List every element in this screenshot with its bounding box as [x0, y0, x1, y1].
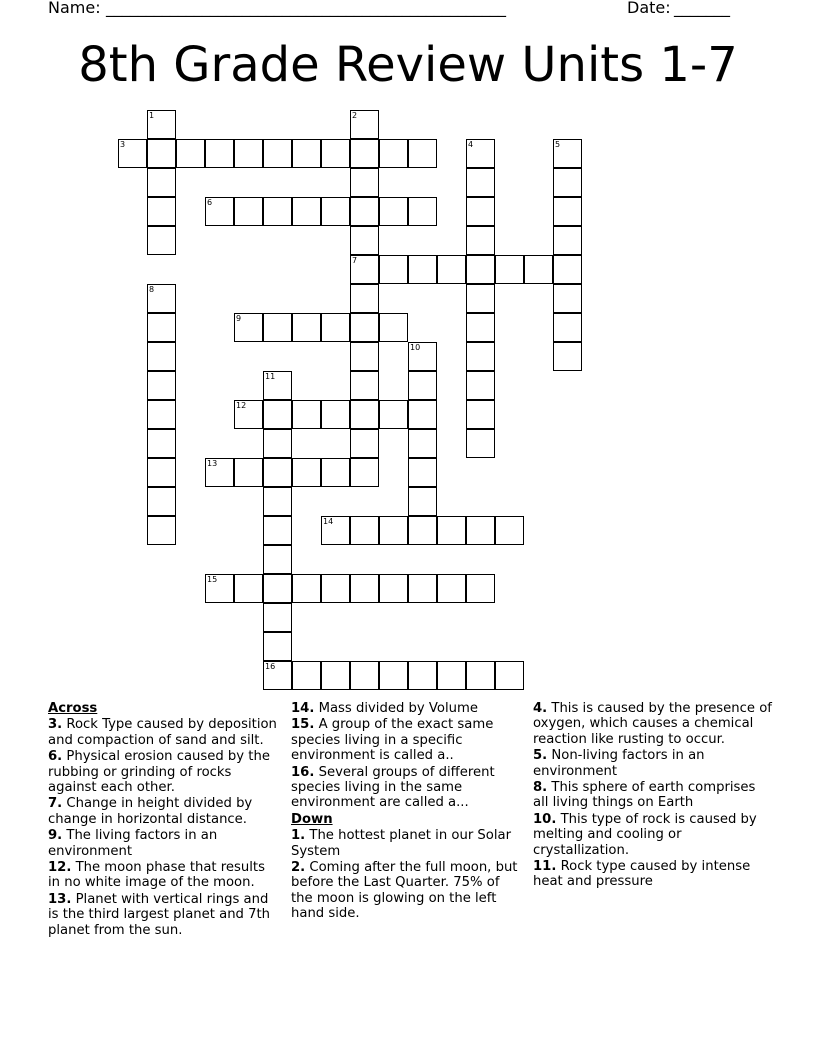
- crossword-cell[interactable]: [466, 429, 495, 458]
- crossword-cell[interactable]: [147, 168, 176, 197]
- crossword-cell[interactable]: [408, 574, 437, 603]
- name-label: Name:: [48, 0, 101, 17]
- crossword-cell[interactable]: [263, 400, 292, 429]
- crossword-cell[interactable]: [495, 516, 524, 545]
- crossword-cell[interactable]: [292, 574, 321, 603]
- crossword-cell[interactable]: [263, 574, 292, 603]
- crossword-cell[interactable]: [263, 487, 292, 516]
- crossword-cell[interactable]: [350, 400, 379, 429]
- clue-across-6: 6. Physical erosion caused by the rubbing or grinding of rocks against each other.: [48, 749, 270, 796]
- clue-column-2: [291, 701, 523, 923]
- crossword-cell[interactable]: [176, 139, 205, 168]
- crossword-cell[interactable]: [263, 313, 292, 342]
- clue-down-10: 10. This type of rock is caused by melting and cooling or crystallization.: [533, 811, 757, 858]
- crossword-cell[interactable]: [466, 284, 495, 313]
- clue-number: 5: [555, 140, 561, 149]
- clue-number: 3: [120, 140, 126, 149]
- crossword-cell[interactable]: [118, 139, 147, 168]
- crossword-cell[interactable]: [234, 400, 263, 429]
- crossword-cell[interactable]: [147, 110, 176, 139]
- crossword-cell[interactable]: [408, 429, 437, 458]
- crossword-cell[interactable]: [292, 313, 321, 342]
- crossword-cell[interactable]: [553, 284, 582, 313]
- crossword-cell[interactable]: [437, 516, 466, 545]
- crossword-cell[interactable]: [466, 226, 495, 255]
- clue-number: 7: [352, 256, 358, 265]
- crossword-cell[interactable]: [147, 284, 176, 313]
- crossword-cell[interactable]: [321, 313, 350, 342]
- clue-number: 13: [207, 459, 218, 468]
- crossword-cell[interactable]: [321, 458, 350, 487]
- clue-number: 6: [207, 198, 213, 207]
- clue-number: 8: [149, 285, 155, 294]
- crossword-cell[interactable]: [234, 197, 263, 226]
- crossword-cell[interactable]: [147, 516, 176, 545]
- crossword-cell[interactable]: [321, 661, 350, 690]
- clue-number: 2: [352, 111, 358, 120]
- crossword-cell[interactable]: [379, 197, 408, 226]
- crossword-cell[interactable]: [263, 197, 292, 226]
- crossword-cell[interactable]: [321, 197, 350, 226]
- clue-column-1: [48, 701, 280, 939]
- crossword-cell[interactable]: [437, 661, 466, 690]
- crossword-cell[interactable]: [263, 371, 292, 400]
- clue-down-2: 2. Coming after the full moon, but before the Last Quarter. 75% of the moon is glowing on the left hand side.: [291, 860, 518, 922]
- crossword-cell[interactable]: [321, 574, 350, 603]
- crossword-cell[interactable]: [292, 400, 321, 429]
- crossword-cell[interactable]: [553, 168, 582, 197]
- crossword-cell[interactable]: [263, 516, 292, 545]
- clue-number: 10: [410, 343, 421, 352]
- crossword-cell[interactable]: [350, 516, 379, 545]
- clue-across-16: 16. Several groups of different species living in the same environment are called a...: [291, 764, 495, 811]
- crossword-cell[interactable]: [408, 400, 437, 429]
- crossword-cell[interactable]: [147, 371, 176, 400]
- crossword-cell[interactable]: [553, 139, 582, 168]
- crossword-cell[interactable]: [350, 284, 379, 313]
- crossword-cell[interactable]: [292, 139, 321, 168]
- crossword-cell[interactable]: [379, 400, 408, 429]
- crossword-cell[interactable]: [350, 197, 379, 226]
- clue-number: 15: [207, 575, 218, 584]
- crossword-cell[interactable]: [466, 197, 495, 226]
- date-line: _______: [674, 0, 730, 17]
- clue-number: 14: [323, 517, 334, 526]
- crossword-cell[interactable]: [350, 226, 379, 255]
- crossword-cell[interactable]: [350, 168, 379, 197]
- crossword-cell[interactable]: [437, 574, 466, 603]
- crossword-cell[interactable]: [466, 661, 495, 690]
- crossword-cell[interactable]: [205, 139, 234, 168]
- crossword-cell[interactable]: [495, 661, 524, 690]
- crossword-cell[interactable]: [292, 458, 321, 487]
- puzzle-title: 8th Grade Review Units 1-7: [78, 37, 738, 93]
- crossword-cell[interactable]: [234, 458, 263, 487]
- clue-down-11: 11. Rock type caused by intense heat and pressure: [533, 859, 751, 890]
- crossword-cell[interactable]: [408, 516, 437, 545]
- crossword-cell[interactable]: [263, 603, 292, 632]
- clue-across-15: 15. A group of the exact same species living in a specific environment is called a..: [291, 717, 494, 764]
- crossword-cell[interactable]: [147, 139, 176, 168]
- clue-across-14: 14. Mass divided by Volume: [291, 701, 478, 716]
- clue-across-7: 7. Change in height divided by change in horizontal distance.: [48, 796, 253, 827]
- crossword-cell[interactable]: [553, 342, 582, 371]
- crossword-cell[interactable]: [321, 400, 350, 429]
- clue-across-9: 9. The living factors in an environment: [48, 828, 218, 859]
- crossword-cell[interactable]: [205, 458, 234, 487]
- crossword-cell[interactable]: [466, 371, 495, 400]
- across-heading: Across: [48, 701, 98, 716]
- crossword-cell[interactable]: [408, 255, 437, 284]
- crossword-cell[interactable]: [553, 197, 582, 226]
- crossword-cell[interactable]: [350, 255, 379, 284]
- down-heading: Down: [291, 811, 333, 827]
- crossword-cell[interactable]: [553, 255, 582, 284]
- crossword-cell[interactable]: [466, 313, 495, 342]
- crossword-cell[interactable]: [408, 139, 437, 168]
- crossword-cell[interactable]: [147, 400, 176, 429]
- crossword-cell[interactable]: [234, 139, 263, 168]
- clue-down-4: 4. This is caused by the presence of oxygen, which causes a chemical reaction like rusting to occur.: [533, 701, 772, 747]
- crossword-cell[interactable]: [437, 255, 466, 284]
- crossword-cell[interactable]: [379, 516, 408, 545]
- crossword-cell[interactable]: [350, 371, 379, 400]
- crossword-cell[interactable]: [466, 168, 495, 197]
- crossword-cell[interactable]: [350, 574, 379, 603]
- date-label: Date:: [627, 0, 671, 17]
- crossword-cell[interactable]: [466, 342, 495, 371]
- crossword-cell[interactable]: [379, 313, 408, 342]
- crossword-cell[interactable]: [263, 429, 292, 458]
- crossword-cell[interactable]: [466, 574, 495, 603]
- crossword-cell[interactable]: [524, 255, 553, 284]
- clue-number: 12: [236, 401, 247, 410]
- crossword-cell[interactable]: [263, 139, 292, 168]
- crossword-cell[interactable]: [147, 313, 176, 342]
- clue-across-12: 12. The moon phase that results in no white image of the moon.: [48, 860, 265, 891]
- crossword-cell[interactable]: [321, 516, 350, 545]
- crossword-cell[interactable]: [147, 458, 176, 487]
- crossword-cell[interactable]: [350, 458, 379, 487]
- clue-number: 4: [468, 140, 474, 149]
- crossword-cell[interactable]: [553, 226, 582, 255]
- crossword-cell[interactable]: [147, 226, 176, 255]
- clue-number: 1: [149, 111, 155, 120]
- crossword-cell[interactable]: [379, 139, 408, 168]
- crossword-cell[interactable]: [379, 661, 408, 690]
- crossword-cell[interactable]: [408, 197, 437, 226]
- crossword-cell[interactable]: [350, 342, 379, 371]
- crossword-cell[interactable]: [495, 255, 524, 284]
- crossword-cell[interactable]: [466, 516, 495, 545]
- crossword-cell[interactable]: [408, 371, 437, 400]
- crossword-cell[interactable]: [466, 400, 495, 429]
- crossword-cell[interactable]: [147, 487, 176, 516]
- crossword-cell[interactable]: [263, 545, 292, 574]
- clue-down-5: 5. Non-living factors in an environment: [533, 748, 705, 779]
- crossword-cell[interactable]: [234, 313, 263, 342]
- crossword-cell[interactable]: [147, 429, 176, 458]
- crossword-cell[interactable]: [408, 661, 437, 690]
- crossword-cell[interactable]: [466, 255, 495, 284]
- clue-number: 9: [236, 314, 242, 323]
- crossword-cell[interactable]: [379, 574, 408, 603]
- crossword-cell[interactable]: [147, 197, 176, 226]
- crossword-cell[interactable]: [234, 574, 263, 603]
- crossword-cell[interactable]: [263, 661, 292, 690]
- clue-across-13: 13. Planet with vertical rings and is the third largest planet and 7th planet from the sun.: [48, 891, 271, 938]
- clue-number: 11: [265, 372, 276, 381]
- crossword-cell[interactable]: [350, 313, 379, 342]
- crossword-cell[interactable]: [205, 197, 234, 226]
- crossword-cell[interactable]: [350, 429, 379, 458]
- crossword-cell[interactable]: [379, 255, 408, 284]
- name-line: __________________________________________________: [106, 0, 506, 17]
- crossword-cell[interactable]: [205, 574, 234, 603]
- clue-across-3: 3. Rock Type caused by deposition and compaction of sand and silt.: [48, 717, 277, 748]
- crossword-cell[interactable]: [350, 139, 379, 168]
- crossword-cell[interactable]: [408, 458, 437, 487]
- clue-down-1: 1. The hottest planet in our Solar System: [291, 828, 512, 859]
- crossword-cell[interactable]: [466, 139, 495, 168]
- crossword-cell[interactable]: [350, 661, 379, 690]
- crossword-cell[interactable]: [263, 458, 292, 487]
- clue-number: 16: [265, 662, 276, 671]
- crossword-cell[interactable]: [350, 110, 379, 139]
- crossword-cell[interactable]: [263, 632, 292, 661]
- crossword-cell[interactable]: [292, 661, 321, 690]
- crossword-cell[interactable]: [292, 197, 321, 226]
- crossword-cell[interactable]: [147, 342, 176, 371]
- clue-down-8: 8. This sphere of earth comprises all living things on Earth: [533, 780, 756, 811]
- crossword-cell[interactable]: [408, 342, 437, 371]
- crossword-cell[interactable]: [408, 487, 437, 516]
- crossword-cell[interactable]: [553, 313, 582, 342]
- crossword-cell[interactable]: [321, 139, 350, 168]
- clue-column-3: [533, 701, 773, 891]
